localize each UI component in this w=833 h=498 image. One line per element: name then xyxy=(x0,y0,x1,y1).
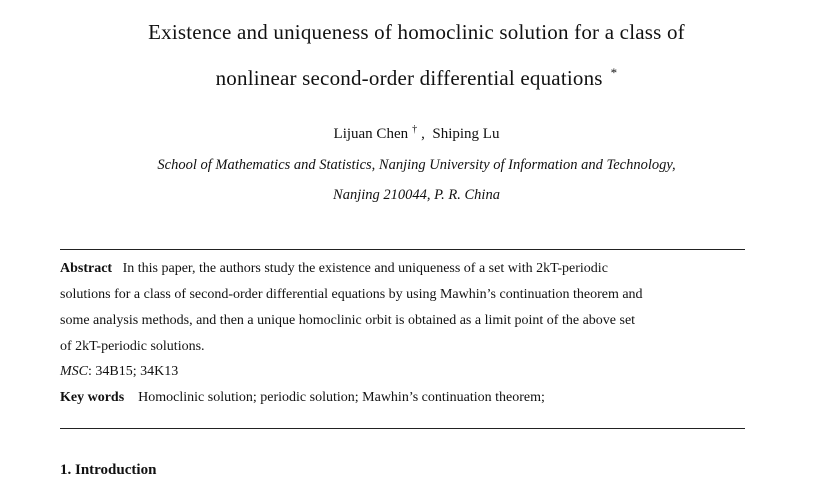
paper-title-line-2 xyxy=(0,66,833,91)
abstract-line-4: of 2kT-periodic solutions. xyxy=(60,339,205,354)
author-footnote-mark: † xyxy=(412,124,418,135)
section-heading: 1. Introduction xyxy=(60,462,157,478)
top-rule xyxy=(60,249,745,250)
keywords-value: Homoclinic solution; periodic solution; Mawhin’s continuation theorem; xyxy=(138,390,545,405)
msc-label: MSC xyxy=(60,364,88,379)
bottom-rule xyxy=(60,428,745,429)
title-footnote-mark: * xyxy=(610,65,618,80)
abstract-text-1: In this paper, the authors study the existence and uniqueness of a set with 2kT-periodic xyxy=(122,261,608,276)
abstract-line-2: solutions for a class of second-order differential equations by using Mawhin’s continuation theorem and xyxy=(60,287,643,302)
abstract-line-3: some analysis methods, and then a unique homoclinic orbit is obtained as a limit point of the above set xyxy=(60,313,636,328)
title-text-2: nonlinear second-order differential equations xyxy=(215,66,603,90)
author-2: Shiping Lu xyxy=(432,126,500,142)
affiliation-line-1: School of Mathematics and Statistics, Nanjing University of Information and Technology, xyxy=(157,157,676,173)
abstract-line-1 xyxy=(60,261,750,277)
title-text-1: Existence and uniqueness of homoclinic solution for a class of xyxy=(148,20,685,44)
keywords-label: Key words xyxy=(60,390,125,405)
affiliation-line-2: Nanjing 210044, P. R. China xyxy=(333,187,500,203)
author-1: Lijuan Chen xyxy=(333,126,409,142)
paper-title-line-1 xyxy=(0,20,833,45)
msc-line xyxy=(60,364,750,380)
author-separator: , xyxy=(421,126,425,142)
keywords-line xyxy=(60,390,750,406)
abstract-label: Abstract xyxy=(60,261,113,276)
msc-value: : 34B15; 34K13 xyxy=(88,364,179,379)
authors xyxy=(0,126,833,143)
